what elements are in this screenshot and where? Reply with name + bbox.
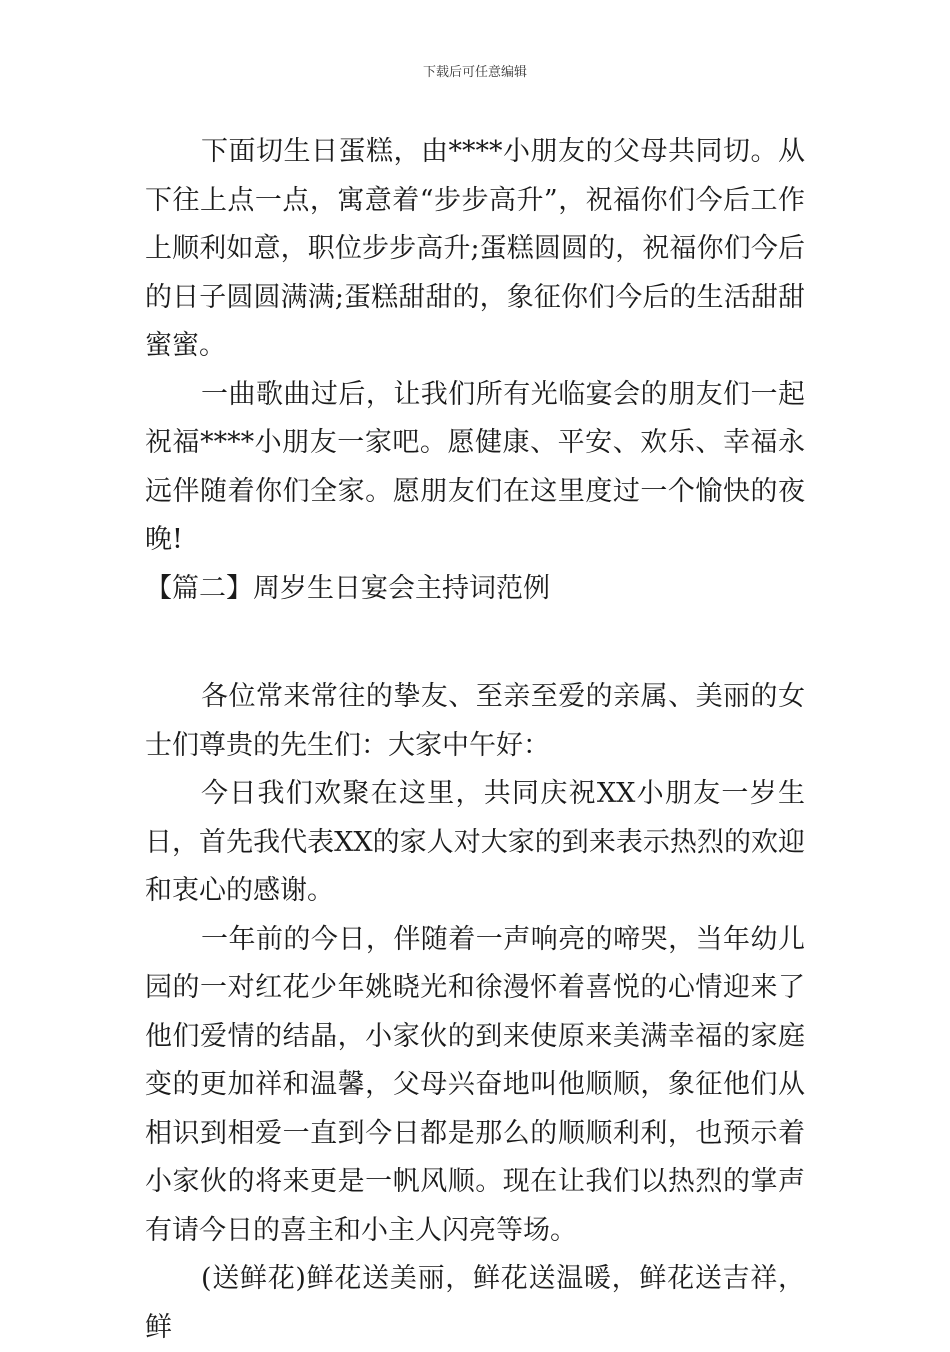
paragraph: 下面切生日蛋糕，由****小朋友的父母共同切。从下往上点一点，寓意着“步步高升”，祝福你们今后工作上顺利如意，职位步步高升;蛋糕圆圆的，祝福你们今后的日子圆圆满满;蛋糕甜甜的，象征你们今后的生活甜甜蜜蜜。 xyxy=(145,136,805,361)
section-heading: 【篇二】周岁生日宴会主持词范例 xyxy=(145,572,550,604)
paragraph: 今日我们欢聚在这里，共同庆祝XX小朋友一岁生日，首先我代表XX的家人对大家的到来表示热烈的欢迎和衷心的感谢。 xyxy=(145,778,805,906)
section-spacer xyxy=(145,613,805,673)
page-header: 下载后可任意编辑 xyxy=(422,65,527,80)
paragraph: 一年前的今日，伴随着一声响亮的啼哭，当年幼儿园的一对红花少年姚晓光和徐漫怀着喜悦的心情迎来了他们爱情的结晶，小家伙的到来使原来美满幸福的家庭变的更加祥和温馨，父母兴奋地叫他顺顺，象征他们从相识到相爱一直到今日都是那么的顺顺利利，也预示着小家伙的将来更是一帆风顺。现在让我们以热烈的掌声有请今日的喜主和小主人闪亮等场。 xyxy=(145,923,805,1246)
paragraph: (送鲜花)鲜花送美丽，鲜花送温暖，鲜花送吉祥，鲜 xyxy=(145,1263,805,1343)
paragraph: 各位常来常往的挚友、至亲至爱的亲属、美丽的女士们尊贵的先生们：大家中午好： xyxy=(145,681,805,761)
paragraph: 一曲歌曲过后，让我们所有光临宴会的朋友们一起祝福****小朋友一家吧。愿健康、平安、欢乐、幸福永远伴随着你们全家。愿朋友们在这里度过一个愉快的夜晚! xyxy=(145,378,805,555)
document-body xyxy=(145,128,805,1352)
